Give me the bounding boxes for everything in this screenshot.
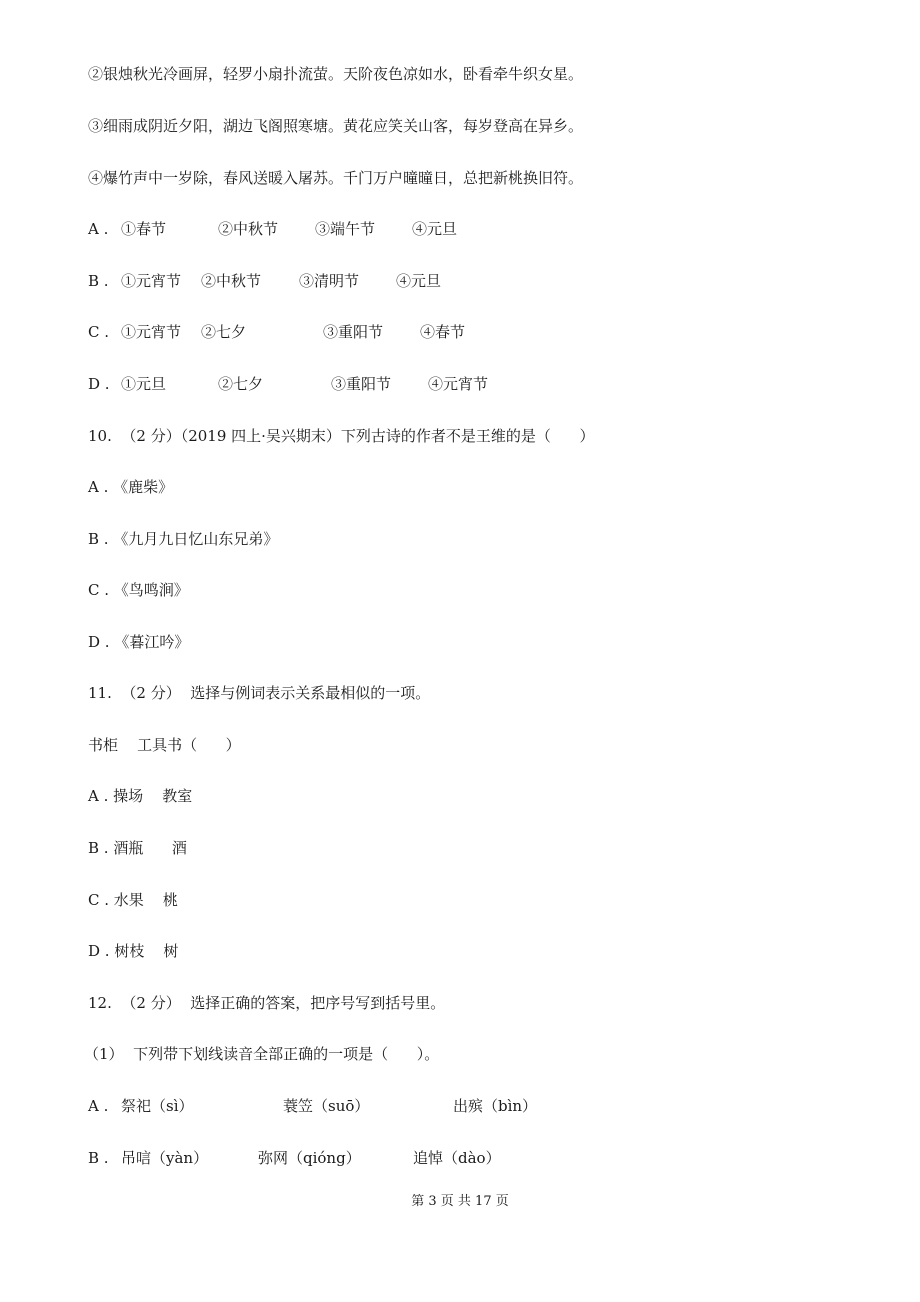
poem-3: ③细雨成阴近夕阳，湖边飞阁照寒塘。黄花应笑关山客，每岁登高在异乡。 (88, 117, 584, 135)
question-11-stem: 11. （2 分） 选择与例词表示关系最相似的一项。 (88, 684, 431, 702)
option-item: ②七夕 (218, 375, 264, 393)
question-12-sub-1: （1） 下列带下划线读音全部正确的一项是（ ）。 (84, 1045, 440, 1063)
question-10-stem: 10. （2 分）（2019 四上·吴兴期末）下列古诗的作者不是王维的是（ ） (88, 427, 595, 445)
option-item: ②中秋节 (201, 272, 262, 290)
q10-option-c: C . 《鸟鸣涧》 (88, 581, 189, 599)
option-item: ③清明节 (299, 272, 360, 290)
option-item: ③重阳节 (331, 375, 392, 393)
q11-option-d: D . 树枝 树 (88, 942, 179, 960)
question-11-example: 书柜 工具书（ ） (88, 736, 241, 754)
question-12-stem: 12. （2 分） 选择正确的答案，把序号写到括号里。 (88, 994, 446, 1012)
option-item: ④元旦 (412, 220, 458, 238)
q10-option-d: D . 《暮江吟》 (88, 633, 190, 651)
page-footer: 第 3 页 共 17 页 (411, 1194, 509, 1209)
poem-4: ④爆竹声中一岁除，春风送暖入屠苏。千门万户曈曈日，总把新桃换旧符。 (88, 169, 584, 187)
option-label: A . (88, 1097, 109, 1115)
option-item: 蓑笠（suō） (283, 1097, 370, 1115)
poem-2: ②银烛秋光冷画屏，轻罗小扇扑流萤。天阶夜色凉如水，卧看牵牛织女星。 (88, 65, 584, 83)
option-label: D . (88, 375, 110, 393)
q10-option-a: A . 《鹿柴》 (88, 478, 174, 496)
q9-option-c (88, 322, 466, 342)
q10-option-b: B . 《九月九日忆山东兄弟》 (88, 530, 279, 548)
option-item: ④春节 (420, 323, 466, 341)
option-item: ③重阳节 (323, 323, 384, 341)
q9-option-a (88, 219, 458, 239)
option-label: C . (88, 323, 110, 341)
q11-option-b: B . 酒瓶 酒 (88, 839, 187, 857)
option-item: 吊唁（yàn） (121, 1149, 209, 1167)
option-item: 出殡（bìn） (453, 1097, 538, 1115)
option-item: ③端午节 (315, 220, 376, 238)
option-item: ④元宵节 (428, 375, 489, 393)
option-item: ①元旦 (121, 375, 167, 393)
q11-option-c: C . 水果 桃 (88, 891, 178, 909)
option-item: ②七夕 (201, 323, 247, 341)
option-item: ②中秋节 (218, 220, 279, 238)
option-label: B . (88, 272, 109, 290)
q9-option-d (88, 374, 489, 394)
option-item: ①元宵节 (121, 323, 182, 341)
q12-option-a (88, 1096, 538, 1116)
option-item: ①元宵节 (121, 272, 182, 290)
q12-option-b (88, 1148, 501, 1168)
option-item: ①春节 (121, 220, 167, 238)
option-item: ④元旦 (396, 272, 442, 290)
option-item: 追悼（dào） (413, 1149, 501, 1167)
q11-option-a: A . 操场 教室 (88, 787, 193, 805)
q9-option-b (88, 271, 442, 291)
option-label: B . (88, 1149, 109, 1167)
option-label: A . (88, 220, 109, 238)
option-item: 弥网（qióng） (258, 1149, 361, 1167)
option-item: 祭祀（sì） (121, 1097, 194, 1115)
